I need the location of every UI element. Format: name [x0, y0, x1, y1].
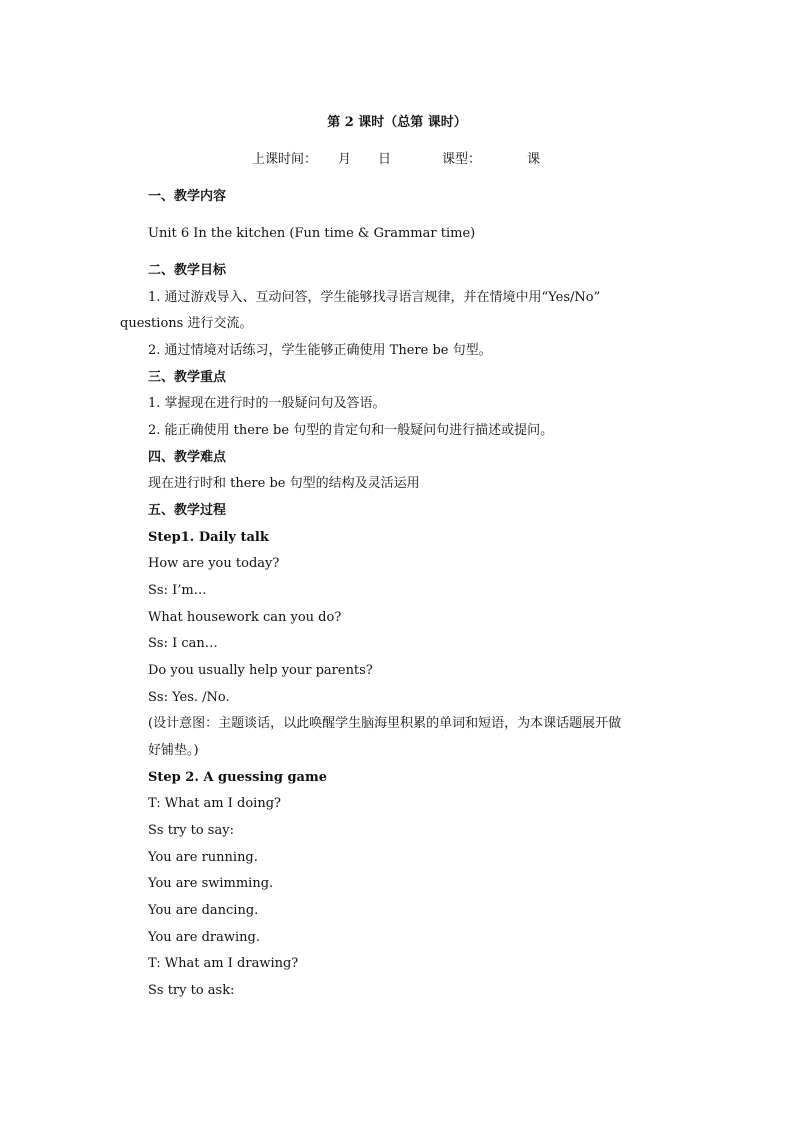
section-heading: 二、教学目标 — [148, 263, 227, 278]
day-label: 日 — [378, 152, 392, 167]
dialogue-line: Ss: I’m… — [148, 583, 207, 598]
dialogue-line: You are running. — [148, 850, 258, 865]
dialogue-line: You are swimming. — [148, 876, 274, 891]
section-heading: 四、教学难点 — [148, 450, 227, 465]
dialogue-line: Ss: I can… — [148, 636, 218, 651]
lesson-type-suffix: 课 — [527, 152, 541, 167]
objective-item: 2. 通过情境对话练习，学生能够正确使用 There be 句型。 — [148, 343, 492, 358]
section-heading: 一、教学内容 — [148, 189, 227, 204]
key-point-item: 2. 能正确使用 there be 句型的肯定句和一般疑问句进行描述或提问。 — [148, 423, 554, 438]
key-point-item: 1. 掌握现在进行时的一般疑问句及答语。 — [148, 396, 386, 411]
dialogue-line: Do you usually help your parents? — [148, 663, 373, 678]
objective-item-continued: questions 进行交流。 — [120, 316, 253, 331]
dialogue-line: What housework can you do? — [148, 610, 342, 625]
dialogue-line: You are dancing. — [148, 903, 259, 918]
dialogue-line: T: What am I doing? — [148, 796, 282, 811]
section-heading: 五、教学过程 — [148, 503, 227, 518]
objective-item: 1. 通过游戏导入、互动问答，学生能够找寻语言规律，并在情境中用“Yes/No” — [148, 290, 601, 305]
dialogue-line: Ss try to ask: — [148, 983, 235, 998]
design-note: (设计意图：主题谈话，以此唤醒学生脑海里积累的单词和短语，为本课话题展开做 — [148, 716, 622, 731]
unit-title: Unit 6 In the kitchen (Fun time & Grammar time) — [148, 226, 476, 241]
lesson-type-label: 课型： — [442, 152, 482, 167]
section-heading: 三、教学重点 — [148, 370, 227, 385]
month-label: 月 — [338, 152, 352, 167]
dialogue-line: Ss: Yes. /No. — [148, 690, 230, 705]
step-title: Step 2. A guessing game — [148, 770, 327, 785]
class-time-label: 上课时间： — [252, 152, 318, 167]
lesson-title: 第 2 课时（总第 课时） — [327, 115, 467, 130]
dialogue-line: T: What am I drawing? — [148, 956, 299, 971]
dialogue-line: How are you today? — [148, 556, 280, 571]
difficulty-text: 现在进行时和 there be 句型的结构及灵活运用 — [148, 476, 420, 491]
dialogue-line: Ss try to say: — [148, 823, 234, 838]
step-title: Step1. Daily talk — [148, 530, 269, 545]
dialogue-line: You are drawing. — [148, 930, 260, 945]
design-note-continued: 好铺垫。) — [148, 743, 199, 758]
